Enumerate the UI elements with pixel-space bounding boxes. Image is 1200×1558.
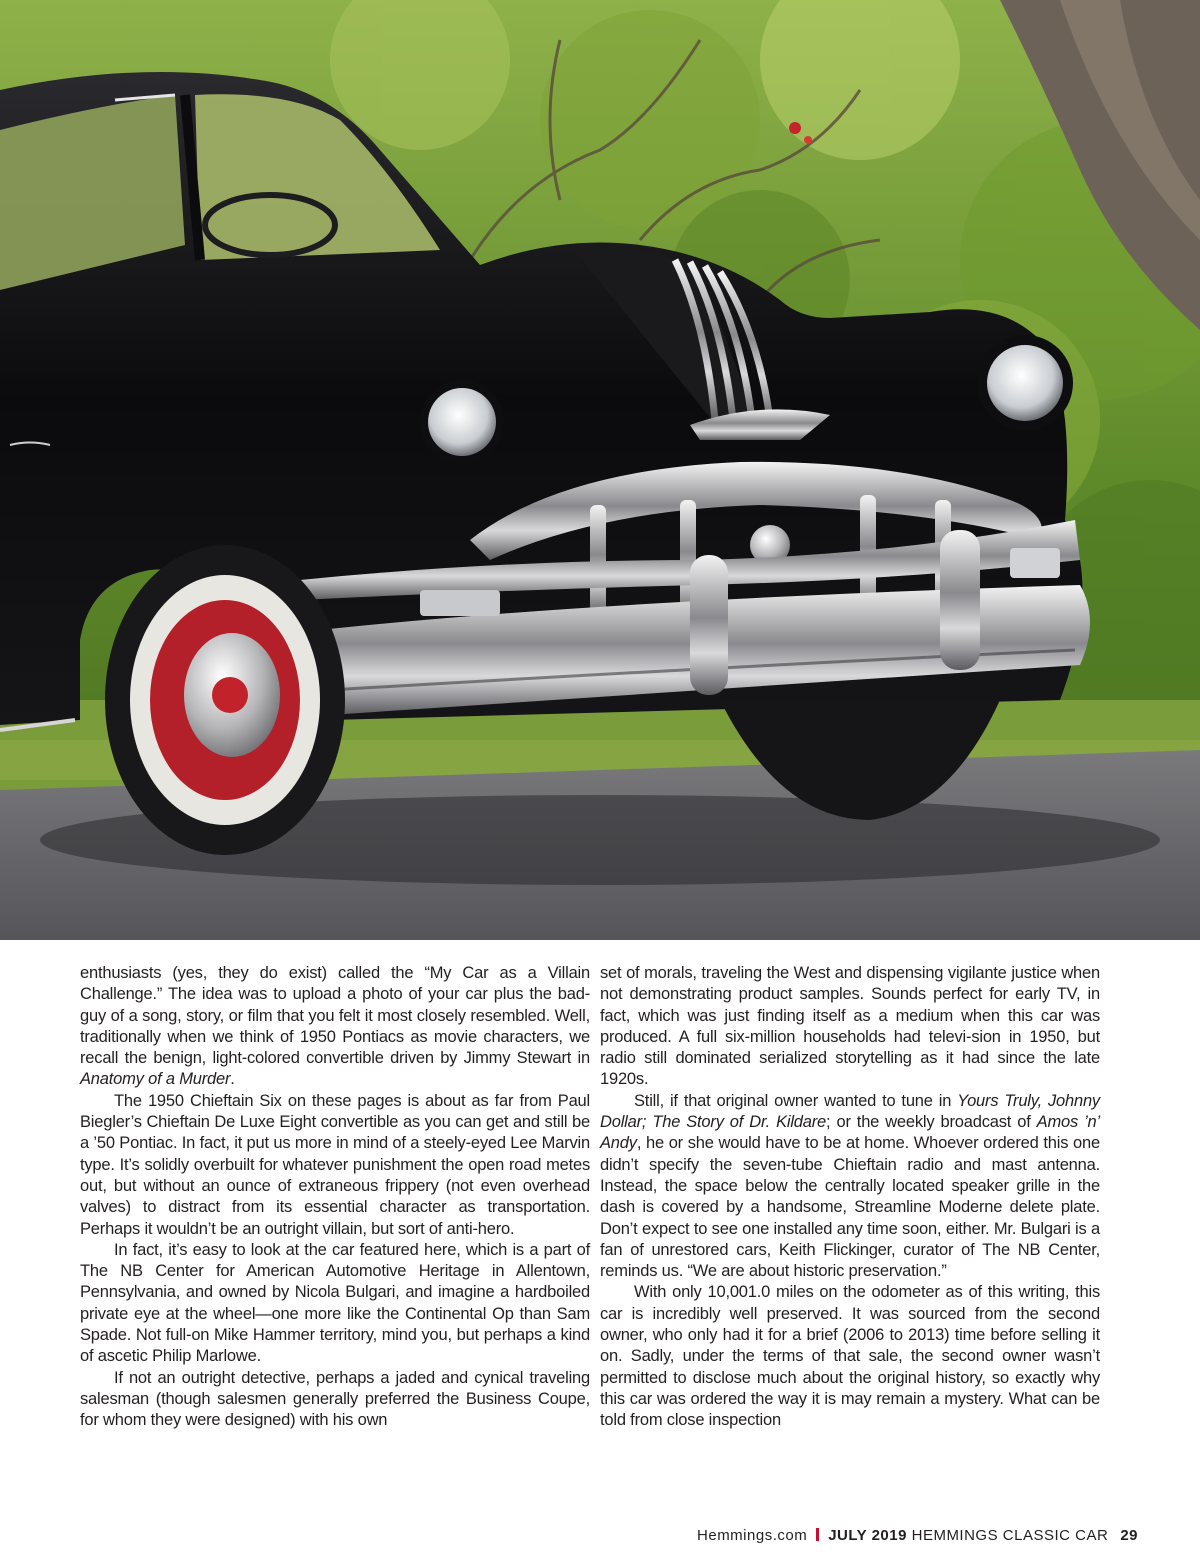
article-paragraph [80,1091,590,1240]
text-run: With only 10,001.0 miles on the odometer as of this writing, this car is incredibly well preserved. It was sourced from the second owner, who only had it for a brief (2006 to 2013) time before selling it on. Sadly, under the terms of that sale, the second owner wasn’t permitted to disclose much about the original history, so exactly why this car was ordered the way it is may remain a mystery. What can be told from close inspection [600,1283,1100,1430]
italic-title: Amos ’n’ Andy [600,1113,1101,1153]
text-run: The 1950 Chieftain Six on these pages is about as far from Paul Biegler’s Chieftain De Luxe Eight convertible as you can get and still be a ’50 Pontiac. In fact, it put us more in mind of a steely-eyed Lee Marvin type. It’s solidly overbuilt for whatever punishment the open road metes out, but without an ounce of extraneous frippery (not even overhead valves) to distract from its essential character as transportation. Perhaps it wouldn’t be an outright villain, but sort of anti-hero. [80,1091,590,1238]
text-run: In fact, it’s easy to look at the car featured here, which is a part of The NB Center for American Automotive Heritage in Allentown, Pennsylvania, and owned by Nicola Bulgari, and imagine a hardboiled private eye at the wheel—one more like the Continental Op than Sam Spade. Not full-on Mike Hammer territory, mind you, but perhaps a kind of ascetic Philip Marlowe. [80,1240,590,1366]
text-run: , he or she would have to be at home. Whoever ordered this one didn’t specify the seven-tube Chieftain radio and mast antenna. Instead, the space below the centrally located speaker grille in the dash is covered by a handsome, Streamline Moderne delete plate. Don’t expect to see one installed any time soon, either. Mr. Bulgari is a fan of unrestored cars, Keith Flickinger, curator of The NB Center, reminds us. “We are about historic preservation.” [600,1134,1100,1281]
text-run: Still, if that original owner wanted to tune in [634,1091,958,1110]
footer-separator [816,1528,819,1541]
article-paragraph [80,1368,590,1432]
text-run: set of morals, traveling the West and dispensing vigilante justice when not demonstrating product samples. Sounds perfect for early TV, in fact, which was just finding itself as a medium when this car was produced. A full six-million households had televi-sion in 1950, but radio still dominated serialized storytelling as it had since the late 1920s. [600,964,1100,1089]
footer-site: Hemmings.com [697,1527,808,1544]
footer-date: JULY 2019 [828,1527,907,1544]
italic-title: Yours Truly, Johnny Dollar; The Story of Dr. Kildare [600,1091,1100,1132]
text-run: If not an outright detective, perhaps a jaded and cynical traveling salesman (though salesmen generally preferred the Business Coupe, for whom they were designed) with his own [80,1368,590,1430]
text-run: ; or the weekly broadcast of [826,1113,1037,1132]
article-paragraph [600,1091,1100,1283]
page-number: 29 [1120,1527,1138,1544]
italic-title: Anatomy of a Murder [80,1070,231,1089]
text-run: . [230,1070,235,1089]
article-paragraph [600,963,1100,1091]
page-footer [697,1527,1138,1544]
article-paragraph [80,1240,590,1368]
article-paragraph [600,1282,1100,1431]
article-column-right [600,963,1100,1432]
article-paragraph [80,963,590,1091]
footer-magazine: HEMMINGS CLASSIC CAR [911,1527,1109,1544]
text-run: enthusiasts (yes, they do exist) called the “My Car as a Villain Challenge.” The idea was to upload a photo of your car plus the bad-guy of a song, story, or film that you felt it most closely resembled. Well, traditionally when we think of 1950 Pontiacs as movie characters, we recall the benign, light-colored convertible driven by Jimmy Stewart in [80,964,590,1068]
article-column-left [80,963,590,1432]
